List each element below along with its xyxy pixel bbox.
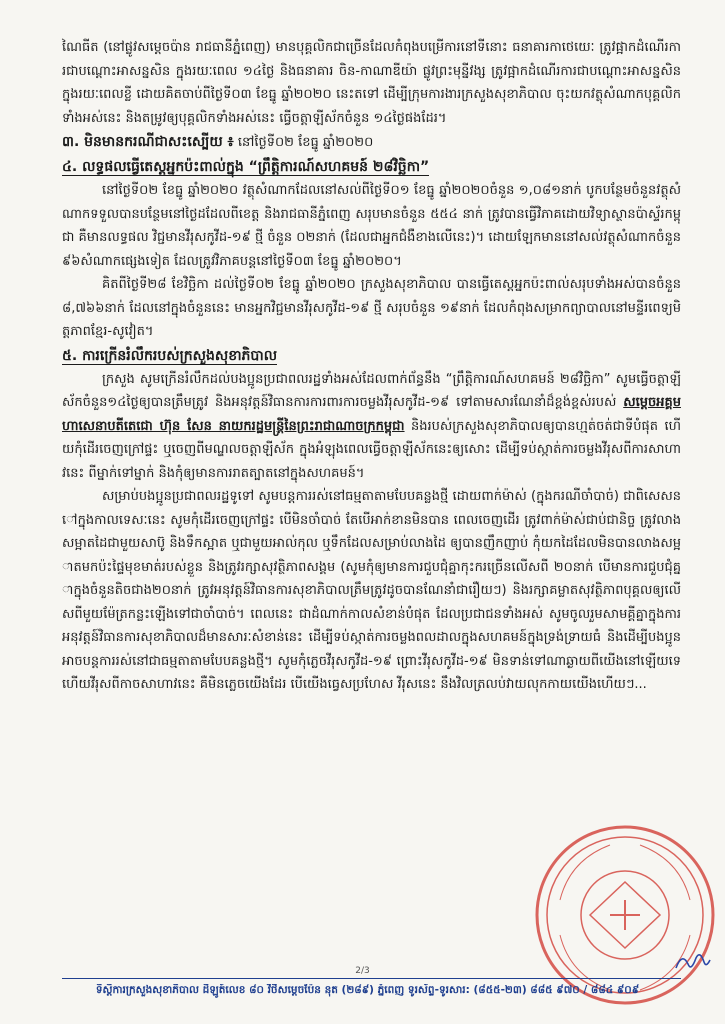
- section-3-heading: [62, 130, 681, 155]
- section-3-text: នៅថ្ងៃទី០២ ខែធ្នូ ឆ្នាំ២០២០: [233, 135, 374, 150]
- section-3-label: ៣. មិនមានករណីជាសះស្បើយ ៖: [62, 134, 234, 150]
- paragraph-5a-end: និងរបស់ក្រសួងសុខាភិបាលឲ្យបានហ្មត់ចត់ជាទីបំផុត ហើយកុំដើរចេញក្រៅផ្ទះ ឬចេញពីមណ្ឌលចត្តាឡីស័ក ក្នុងអំឡុងពេលធ្វើចត្តាឡីស័កនេះឲ្យសោះ ដើម្បីទប់ស្កាត់ការចម្លងវីរុសពីការសាហាវនេះ ពីម្នាក់ទៅម្នាក់ និងកុំឲ្យមានការរាតត្បាតនៅក្នុងសហគមន៍។: [62, 418, 681, 481]
- prime-minister-name: សម្តេចអគ្គមហាសេនាបតីតេជោ ហ៊ុន សែន នាយករដ្ឋមន្ត្រីនៃព្រះរាជាណាចក្រកម្ពុជា: [62, 395, 681, 434]
- paragraph-intro: ណៃធីត (នៅផ្លូវសម្តេចប៉ាន រាជធានីភ្នំពេញ) មានបុគ្គលិកជាច្រើនដែលកំពុងបម្រើការនៅទីនោះ ធនាគារកាថេយេៈ ត្រូវផ្អាកដំណើរការជាបណ្តោះអាសន្នសិន ក្នុងរយៈពេល ១៤ថ្ងៃ និងធនាគារ ចិន-កាណាឌីយ៉ា ផ្លូវព្រះមុន្នីវង្ស ត្រូវផ្អាកដំណើរការជាបណ្តោះអាសន្នសិន ក្នុងរយៈពេលខ្លី ដោយគិតចាប់ពីថ្ងៃទី០៣ ខែធ្នូ ឆ្នាំ២០២០ នេះតទៅ ដើម្បីក្រុមការងារក្រសួងសុខាភិបាល ចុះយកវត្ថុសំណាកបុគ្គលិកទាំងអស់នេះ និងតម្រូវឲ្យបុគ្គលិកទាំងអស់នេះ ធ្វើចត្តាឡីស័កចំនួន ១៤ថ្ងៃផងដែរ។: [62, 40, 681, 126]
- paragraph-5a-start: ក្រសួង សូមក្រើនរំលឹកដល់បងប្អូនប្រជាពលរដ្ឋទាំងអស់ដែលពាក់ព័ន្ធនឹង “ព្រឹត្តិការណ៍សហគមន៍ ២៨វិច្ឆិកា” សូមធ្វើចត្តាឡីស័កចំនួន១៤ថ្ងៃឲ្យបានត្រឹមត្រូវ និងអនុវត្តន៍វិធានការការពារការចម្លងវីរុសកូវីដ-១៩ ទៅតាមសារណែនាំដ៏ខ្ពង់ខ្ពស់របស់: [62, 371, 681, 410]
- footer-address: ទីស្តីការក្រសួងសុខាភិបាល ដីឡូត៍លេខ ៨០ វិថីសម្តេចប៉ែន នុត (២៨៩) ភ្នំពេញ ទូរស័ព្ទ-ទូរសារ: (៨៥៥-២៣) ៨៨៥ ៩៧០ / ៨៨៤ ៩០៩: [95, 984, 640, 996]
- section-5-title: ៥. ការក្រើនរំលឹករបស់ក្រសួងសុខាភិបាល: [62, 347, 278, 364]
- paragraph-5b: សម្រាប់បងប្អូនប្រជាពលរដ្ឋទូទៅ សូមបន្តការរស់នៅធម្មតាតាមបែបគន្លងថ្មី ដោយពាក់ម៉ាស់ (ក្នុងករណីចាំបាច់) ជាពិសេសនៅក្នុងកាលទេសៈនេះ សូមកុំដើរចេញក្រៅផ្ទះ បើមិនចាំបាច់ តែបើអាក់ខានមិនបាន ពេលចេញដើរ ត្រូវពាក់ម៉ាស់ជាប់ជានិច្ច ត្រូវលាងសម្អាតដៃជាមួយសាប៊ូ និងទឹកស្អាត ឬជាមួយអាល់កុល ឬទឹកដែលសម្រាប់លាងដៃ ឲ្យបានញឹកញាប់ កុំយកដៃដែលមិនបានលាងសម្អាតមកប៉ះផ្ទៃមុខមាត់របស់ខ្លួន និងត្រូវរក្សាសុវត្ថិភាពសង្គម (សូមកុំឲ្យមានការជួបជុំគ្នាកុះករច្រើនលើសពី ២០នាក់ បើមានការជួបជុំគ្នាក្នុងចំនួនតិចជាង២០នាក់ ត្រូវអនុវត្តន៍វិធានការសុខាភិបាលត្រឹមត្រូវដូចបានណែនាំជារឿយៗ) និងរក្សាគម្លាតសុវត្ថិភាពបុគ្គលឲ្យលើសពីមួយម៉ែត្រកន្លះឡើងទៅជាចាំបាច់។ ពេលនេះ ជាដំណាក់កាលសំខាន់បំផុត ដែលប្រជាជនទាំងអស់ សូមចូលរួមសាមគ្គីគ្នាក្នុងការអនុវត្តន៍វិធានការសុខាភិបាលដ៏មានសារៈសំខាន់នេះ ដើម្បីទប់ស្កាត់ការចម្លងពលដាលក្នុងសហគមន៍ក្នុងទ្រង់ទ្រាយធំ និងដើម្បីបងប្អូនអាចបន្តការរស់នៅជាធម្មតាតាមបែបគន្លងថ្មី។ សូមកុំភ្លេចវីរុសកូវីដ-១៩ ព្រោះវីរុសកូវីដ-១៩ មិនទាន់ទៅណាឆ្ងាយពីយើងនៅឡើយទេ ហើយវីរុសពីកាចសាហាវនេះ គឺមិនភ្លេចយើងដែរ បើយើងធ្វេសប្រហែស វីរុសនេះ នឹងវិលត្រលប់វាយលុកកាយយើងហើយៗ...: [62, 489, 681, 692]
- paragraph-5a: [62, 368, 681, 486]
- section-4-heading: [62, 155, 681, 179]
- paragraph-4b: គិតពីថ្ងៃទី២៨ ខែវិច្ឆិកា ដល់ថ្ងៃទី០២ ខែធ្នូ ឆ្នាំ២០២០ ក្រសួងសុខាភិបាល បានធ្វើតេស្តអ្នកប៉ះពាល់សរុបទាំងអស់បានចំនួន ៨,៧៦៦នាក់ ដែលនៅក្នុងចំនួននេះ មានអ្នកវិជ្ជមានវីរុសកូវីដ-១៩ ថ្មី សរុបចំនួន ១៩នាក់ ដែលកំពុងសម្រាកព្យាបាលនៅមន្ទីរពេទ្យមិត្តភាពខ្មែរ-សូវៀត។: [62, 277, 681, 339]
- official-seal-icon: [530, 820, 720, 1010]
- paragraph-4a: នៅថ្ងៃទី០២ ខែធ្នូ ឆ្នាំ២០២០ វត្ថុសំណាកដែលនៅសល់ពីថ្ងៃទី០១ ខែធ្នូ ឆ្នាំ២០២០ចំនួន ១,០៨១នាក់ បូកបន្ថែមចំនួនវត្ថុសំណាកទទួលបានបន្ថែមនៅថ្ងៃដដែលពីខេត្ត និងរាជធានីភ្នំពេញ សរុបមានចំនួន ៥៥៤ នាក់ ត្រូវបានធ្វើវិភាគដោយវិទ្យាស្ថានប៉ាស្ទ័រកម្ពុជា គឺមានលទ្ធផល វិជ្ជមានវីរុសកូវីដ-១៩ ថ្មី ចំនួន ០២នាក់ (ដែលជាអ្នកជំងឺខាងលើនេះ)។ ដោយឡែកមាននៅសល់វត្ថុសំណាកចំនួន ៩៦សំណាកផ្សេងទៀត ដែលត្រូវវិភាគបន្តនៅថ្ងៃទី០៣ ខែធ្នូ ឆ្នាំ២០២០។: [62, 183, 681, 269]
- section-5-heading: [62, 344, 681, 368]
- section-4-title: ៤. លទ្ធផលធ្វើតេស្តអ្នកប៉ះពាល់ក្នុង “ព្រឹត្តិការណ៍សហគមន៍ ២៨វិច្ឆិកា”: [62, 159, 430, 175]
- footer-divider: [62, 978, 681, 979]
- document-body: [62, 36, 681, 697]
- page-number: 2/3: [355, 966, 370, 976]
